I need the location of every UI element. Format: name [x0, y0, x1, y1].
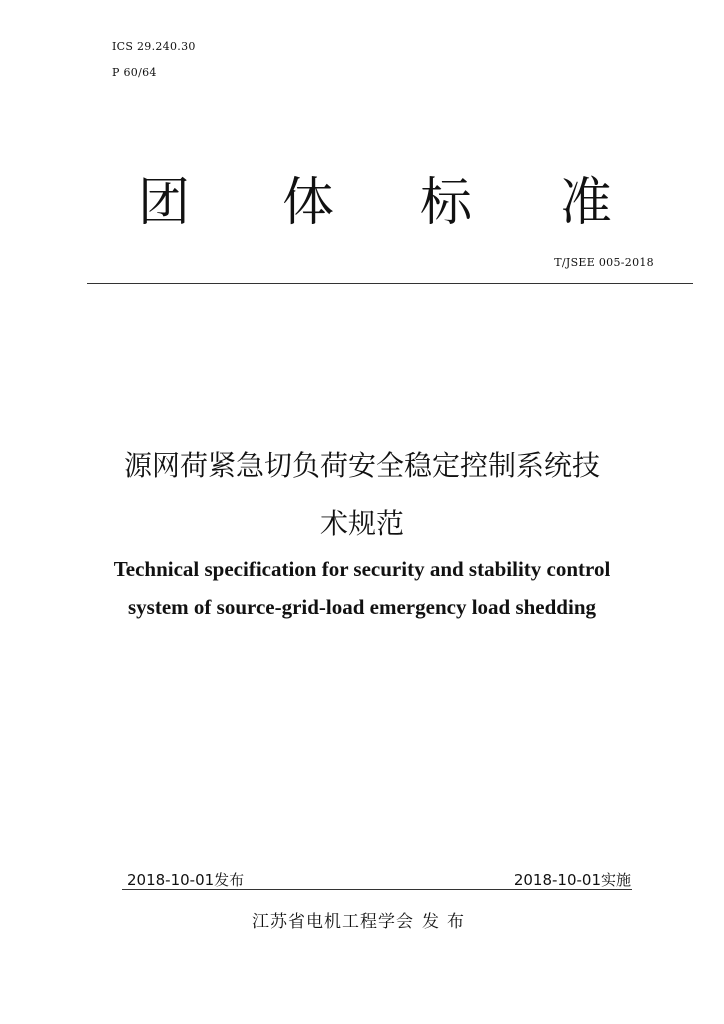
clc-code: P 60/64 [112, 66, 157, 79]
english-title-line-2: system of source-grid-load emergency load shedding [128, 595, 596, 619]
document-type-char: 准 [560, 173, 613, 233]
document-type-char: 标 [420, 173, 473, 233]
chinese-title-line-1: 源网荷紧急切负荷安全稳定控制系统技 [123, 449, 600, 482]
footer-divider [122, 889, 632, 890]
publisher-org: 江苏省电机工程学会 [252, 912, 414, 932]
header-divider [87, 283, 693, 284]
implementation-date: 2018-10-01实施 [513, 871, 631, 889]
issue-date: 2018-10-01发布 [127, 871, 245, 889]
document-type-char: 团 [138, 173, 191, 233]
chinese-title-line-2: 术规范 [319, 507, 404, 540]
standard-number: T/JSEE 005-2018 [554, 256, 654, 269]
document-type-char: 体 [282, 173, 335, 233]
ics-code: ICS 29.240.30 [112, 40, 196, 53]
english-title-line-1: Technical specification for security and stability control [113, 557, 611, 581]
publisher-line [0, 907, 724, 932]
publisher-action: 发布 [422, 912, 472, 932]
document-type-title [110, 160, 630, 240]
